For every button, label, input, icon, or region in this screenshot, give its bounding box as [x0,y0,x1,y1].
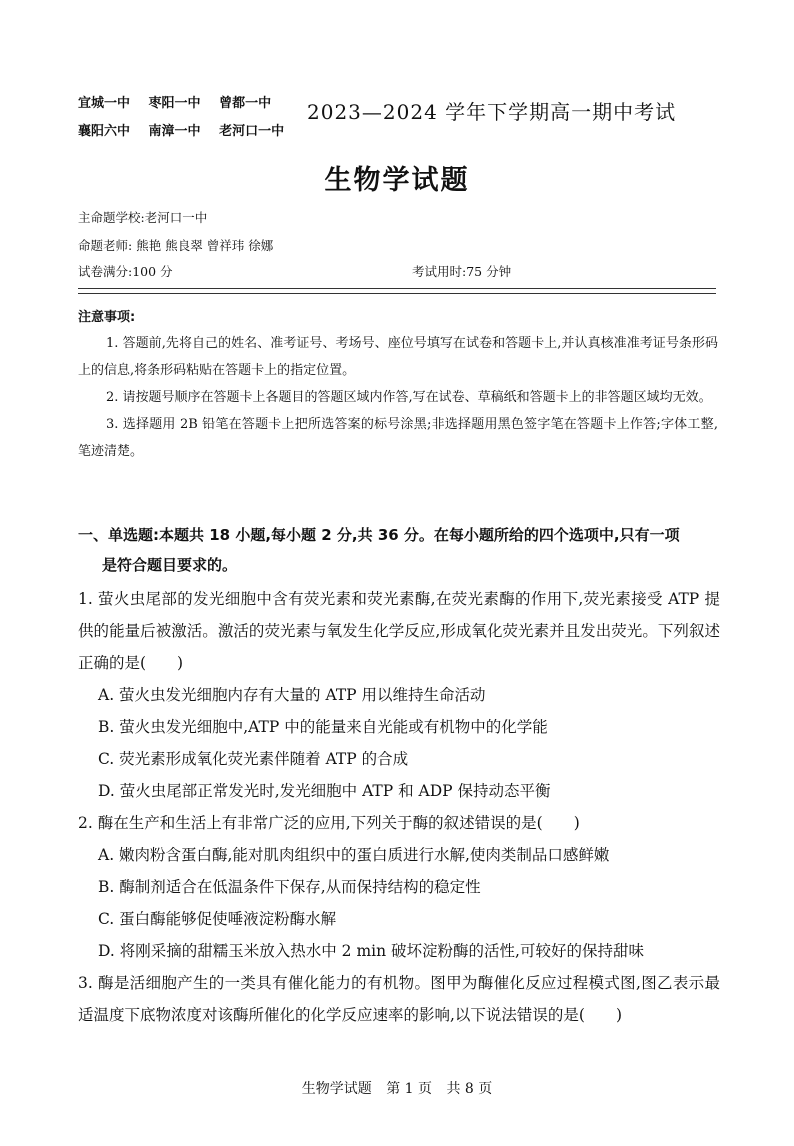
full-score: 试卷满分:100 分 [78,264,173,279]
question-list [78,583,720,1031]
lead-school: 主命题学校:老河口一中 [78,210,208,225]
footer-page-total: 共 8 页 [446,1081,493,1097]
header-divider [78,293,716,294]
note-item: 1. 答题前,先将自己的姓名、准考证号、考场号、座位号填写在试卷和答题卡上,并认真核准准考证号条形码上的信息,将条形码粘贴在答题卡上的指定位置。 [78,336,718,378]
option-b: B. 酶制剂适合在低温条件下保存,从而保持结构的稳定性 [98,878,481,896]
question-2 [78,807,720,967]
teacher-name: 曾祥玮 [206,238,245,253]
teacher-name: 徐娜 [248,238,274,253]
note-item: 3. 选择题用 2B 铅笔在答题卡上把所选答案的标号涂黑;非选择题用黑色签字笔在答题卡上作答;字体工整,笔迹清楚。 [78,417,718,459]
notes-title: 注意事项: [78,310,136,325]
school-row-2 [78,118,298,146]
teachers-label: 命题老师: [78,238,133,253]
question-3 [78,967,720,1031]
footer-subject: 生物学试题 [301,1081,372,1097]
note-item: 2. 请按题号顺序在答题卡上各题目的答题区域内作答,写在试卷、草稿纸和答题卡上的非答题区域均无效。 [106,390,712,405]
subject-title: 生物学试题 [324,165,470,196]
school-row-1 [78,90,298,118]
notes-list [78,330,718,465]
school-name: 枣阳一中 [148,96,201,111]
exam-title: 2023—2024 学年下学期高一期中考试 [307,100,677,124]
school-name: 宜城一中 [78,96,131,111]
page-footer [0,1078,794,1098]
option-d: D. 将刚采摘的甜糯玉米放入热水中 2 min 破坏淀粉酶的活性,可较好的保持甜味 [98,942,644,960]
question-stem: 3. 酶是活细胞产生的一类具有催化能力的有机物。图甲为酶催化反应过程模式图,图乙表示最适温度下底物浓度对该酶所催化的化学反应速率的影响,以下说法错误的是( ) [78,974,720,1024]
school-list [78,90,298,146]
section-heading-line: 是符合题目要求的。 [102,556,238,574]
question-stem: 2. 酶在生产和生活上有非常广泛的应用,下列关于酶的叙述错误的是( ) [78,814,580,832]
option-a: A. 嫩肉粉含蛋白酶,能对肌肉组织中的蛋白质进行水解,使肉类制品口感鲜嫩 [98,846,610,864]
section-heading-line: 一、单选题:本题共 18 小题,每小题 2 分,共 36 分。在每小题所给的四个选项中,只有一项 [78,526,680,544]
option-c: C. 荧光素形成氧化荧光素伴随着 ATP 的合成 [98,750,409,768]
teacher-name: 熊良翠 [165,238,203,253]
school-name: 南漳一中 [148,124,201,139]
question-stem: 1. 萤火虫尾部的发光细胞中含有荧光素和荧光素酶,在荧光素酶的作用下,荧光素接受 ATP 提供的能量后被激活。激活的荧光素与氧发生化学反应,形成氧化荧光素并且发出荧光。下列叙述正确的是( ) [78,590,720,672]
school-name: 襄阳六中 [78,124,131,139]
school-name: 曾都一中 [219,96,272,111]
teachers-line [78,236,273,254]
option-a: A. 萤火虫发光细胞内存有大量的 ATP 用以维持生命活动 [98,686,486,704]
footer-page-number: 第 1 页 [386,1081,432,1097]
teacher-name: 熊艳 [136,238,162,253]
option-c: C. 蛋白酶能够促使唾液淀粉酶水解 [98,910,337,928]
option-d: D. 萤火虫尾部正常发光时,发光细胞中 ATP 和 ADP 保持动态平衡 [98,782,551,800]
option-b: B. 萤火虫发光细胞中,ATP 中的能量来自光能或有机物中的化学能 [98,718,548,736]
section-heading [78,520,718,580]
exam-duration: 考试用时:75 分钟 [412,264,512,279]
header-divider [78,288,716,289]
school-name: 老河口一中 [219,124,285,139]
question-1 [78,583,720,807]
